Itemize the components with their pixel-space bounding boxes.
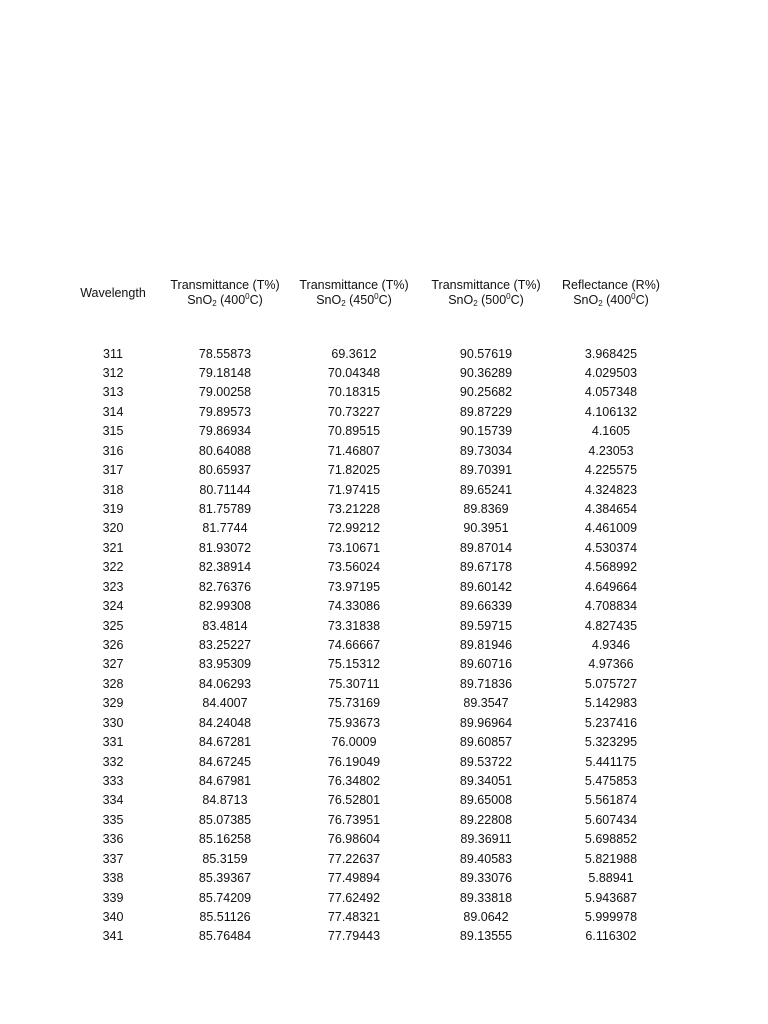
header-wavelength — [63, 286, 163, 301]
transmittance-450-cell: 70.04348 — [327, 365, 381, 380]
transmittance-500-cell: 89.87229 — [459, 404, 513, 419]
transmittance-500-cell: 89.96964 — [459, 715, 513, 730]
transmittance-500-cell: 89.53722 — [459, 754, 513, 769]
transmittance-400-cell: 84.67281 — [198, 735, 252, 750]
transmittance-400-cell: 84.67981 — [198, 773, 252, 788]
table-row — [0, 345, 768, 364]
wavelength-cell: 320 — [102, 521, 124, 536]
header-superscript: 0 — [374, 292, 379, 301]
transmittance-400-cell: 84.8713 — [202, 793, 248, 808]
transmittance-500-cell: 89.87014 — [459, 540, 513, 555]
header-temp: (500 — [477, 293, 507, 307]
wavelength-cell: 312 — [102, 365, 124, 380]
reflectance-400-cell: 5.821988 — [584, 851, 638, 866]
reflectance-400-cell: 4.225575 — [584, 463, 638, 478]
table-row — [0, 558, 768, 577]
reflectance-400-cell: 4.106132 — [584, 404, 638, 419]
transmittance-500-cell: 90.3951 — [463, 521, 509, 536]
header-line1: Reflectance (R%) — [562, 278, 660, 292]
transmittance-500-cell: 89.33818 — [459, 890, 513, 905]
table-row — [0, 422, 768, 441]
header-unit: C) — [510, 293, 524, 307]
reflectance-400-cell: 5.142983 — [584, 696, 638, 711]
transmittance-450-cell: 70.18315 — [327, 385, 381, 400]
transmittance-450-cell: 75.93673 — [327, 715, 381, 730]
table-row — [0, 694, 768, 713]
header-temp: (400 — [216, 293, 246, 307]
header-line1: Transmittance (T%) — [299, 278, 409, 292]
transmittance-450-cell: 74.66667 — [327, 637, 381, 652]
table-row — [0, 383, 768, 402]
header-unit: C) — [378, 293, 392, 307]
table-row — [0, 811, 768, 830]
transmittance-500-cell: 89.67178 — [459, 560, 513, 575]
table-row — [0, 772, 768, 791]
header-line2 — [294, 293, 414, 308]
table-row — [0, 461, 768, 480]
transmittance-500-cell: 90.57619 — [459, 346, 513, 361]
transmittance-500-cell: 89.65008 — [459, 793, 513, 808]
transmittance-450-cell: 70.73227 — [327, 404, 381, 419]
transmittance-400-cell: 79.00258 — [198, 385, 252, 400]
transmittance-450-cell: 75.30711 — [328, 676, 380, 691]
reflectance-400-cell: 5.441175 — [585, 754, 637, 769]
transmittance-500-cell: 89.81946 — [459, 637, 513, 652]
transmittance-500-cell: 89.0642 — [463, 909, 509, 924]
table-row — [0, 791, 768, 810]
reflectance-400-cell: 4.324823 — [584, 482, 638, 497]
transmittance-450-cell: 73.31838 — [327, 618, 381, 633]
header-subscript: 2 — [473, 299, 478, 308]
transmittance-450-cell: 70.89515 — [327, 424, 381, 439]
table-row — [0, 481, 768, 500]
wavelength-cell: 326 — [102, 637, 124, 652]
transmittance-400-cell: 85.51126 — [199, 909, 251, 924]
header-superscript: 0 — [506, 292, 511, 301]
transmittance-400-cell: 82.99308 — [198, 599, 252, 614]
transmittance-450-cell: 76.34802 — [327, 773, 381, 788]
transmittance-500-cell: 89.40583 — [459, 851, 513, 866]
transmittance-400-cell: 85.16258 — [198, 832, 252, 847]
transmittance-500-cell: 90.15739 — [459, 424, 513, 439]
table-row — [0, 889, 768, 908]
reflectance-400-cell: 3.968425 — [584, 346, 638, 361]
transmittance-500-cell: 89.3547 — [463, 696, 509, 711]
header-superscript: 0 — [245, 292, 250, 301]
reflectance-400-cell: 4.384654 — [584, 501, 638, 516]
wavelength-cell: 315 — [102, 424, 124, 439]
wavelength-cell: 313 — [102, 385, 124, 400]
transmittance-450-cell: 73.56024 — [327, 560, 381, 575]
transmittance-400-cell: 84.24048 — [198, 715, 252, 730]
transmittance-450-cell: 76.73951 — [327, 812, 381, 827]
transmittance-400-cell: 83.95309 — [198, 657, 252, 672]
wavelength-cell: 319 — [102, 501, 124, 516]
wavelength-cell: 339 — [102, 890, 124, 905]
transmittance-450-cell: 71.46807 — [327, 443, 381, 458]
transmittance-450-cell: 71.97415 — [327, 482, 381, 497]
transmittance-400-cell: 83.25227 — [198, 637, 252, 652]
reflectance-400-cell: 4.649664 — [584, 579, 638, 594]
transmittance-400-cell: 79.89573 — [198, 404, 252, 419]
transmittance-400-cell: 80.65937 — [198, 463, 252, 478]
table-row — [0, 442, 768, 461]
reflectance-400-cell: 4.568992 — [584, 560, 638, 575]
transmittance-450-cell: 69.3612 — [331, 346, 377, 361]
table-row — [0, 519, 768, 538]
header-line1: Transmittance (T%) — [170, 278, 280, 292]
reflectance-400-cell: 4.530374 — [584, 540, 638, 555]
table-row — [0, 364, 768, 383]
reflectance-400-cell: 5.88941 — [588, 871, 634, 886]
reflectance-400-cell: 5.323295 — [584, 735, 638, 750]
header-formula: SnO — [316, 293, 342, 307]
transmittance-400-cell: 81.93072 — [198, 540, 252, 555]
table-row — [0, 733, 768, 752]
transmittance-400-cell: 81.7744 — [202, 521, 248, 536]
table-row — [0, 636, 768, 655]
transmittance-500-cell: 89.60142 — [459, 579, 513, 594]
header-temp: (450 — [345, 293, 375, 307]
header-reflectance-400 — [551, 278, 671, 308]
transmittance-450-cell: 77.79443 — [327, 929, 381, 944]
transmittance-400-cell: 80.64088 — [198, 443, 252, 458]
reflectance-400-cell: 5.607434 — [584, 812, 638, 827]
table-row — [0, 714, 768, 733]
transmittance-500-cell: 89.66339 — [459, 599, 513, 614]
transmittance-450-cell: 76.19049 — [327, 754, 381, 769]
header-formula: SnO — [187, 293, 213, 307]
header-wavelength-label: Wavelength — [80, 286, 146, 300]
transmittance-450-cell: 76.52801 — [327, 793, 381, 808]
reflectance-400-cell: 6.116302 — [585, 929, 637, 944]
transmittance-500-cell: 89.71836 — [459, 676, 513, 691]
transmittance-450-cell: 72.99212 — [327, 521, 381, 536]
wavelength-cell: 329 — [102, 696, 124, 711]
header-line2 — [165, 293, 285, 308]
reflectance-400-cell: 5.943687 — [584, 890, 638, 905]
table-row — [0, 927, 768, 946]
wavelength-cell: 337 — [102, 851, 124, 866]
header-unit: C) — [635, 293, 649, 307]
table-row — [0, 597, 768, 616]
wavelength-cell: 324 — [102, 599, 124, 614]
transmittance-500-cell: 89.70391 — [459, 463, 513, 478]
transmittance-500-cell: 89.60857 — [459, 735, 513, 750]
table-row — [0, 655, 768, 674]
header-transmittance-500 — [426, 278, 546, 308]
reflectance-400-cell: 4.057348 — [584, 385, 638, 400]
transmittance-500-cell: 90.25682 — [459, 385, 513, 400]
reflectance-400-cell: 5.237416 — [584, 715, 638, 730]
reflectance-400-cell: 4.23053 — [588, 443, 634, 458]
transmittance-500-cell: 89.36911 — [460, 832, 512, 847]
transmittance-450-cell: 73.97195 — [327, 579, 381, 594]
transmittance-450-cell: 75.15312 — [327, 657, 381, 672]
reflectance-400-cell: 5.561874 — [584, 793, 638, 808]
transmittance-400-cell: 85.07385 — [198, 812, 252, 827]
transmittance-500-cell: 89.73034 — [459, 443, 513, 458]
reflectance-400-cell: 4.827435 — [584, 618, 638, 633]
transmittance-400-cell: 85.3159 — [202, 851, 248, 866]
wavelength-cell: 335 — [102, 812, 124, 827]
transmittance-450-cell: 71.82025 — [327, 463, 381, 478]
wavelength-cell: 333 — [102, 773, 124, 788]
header-transmittance-400 — [165, 278, 285, 308]
transmittance-500-cell: 90.36289 — [459, 365, 513, 380]
transmittance-500-cell: 89.33076 — [459, 871, 513, 886]
transmittance-450-cell: 73.10671 — [327, 540, 381, 555]
table-row — [0, 753, 768, 772]
header-unit: C) — [249, 293, 263, 307]
wavelength-cell: 318 — [102, 482, 124, 497]
wavelength-cell: 334 — [102, 793, 124, 808]
table-row — [0, 850, 768, 869]
header-subscript: 2 — [598, 299, 603, 308]
table-row — [0, 500, 768, 519]
wavelength-cell: 340 — [102, 909, 124, 924]
header-superscript: 0 — [631, 292, 636, 301]
transmittance-450-cell: 77.48321 — [327, 909, 381, 924]
transmittance-500-cell: 89.13555 — [459, 929, 513, 944]
transmittance-400-cell: 79.18148 — [198, 365, 252, 380]
wavelength-cell: 316 — [102, 443, 124, 458]
transmittance-450-cell: 73.21228 — [327, 501, 381, 516]
wavelength-cell: 332 — [102, 754, 124, 769]
reflectance-400-cell: 4.97366 — [588, 657, 634, 672]
transmittance-400-cell: 84.4007 — [202, 696, 248, 711]
wavelength-cell: 311 — [103, 346, 123, 361]
table-row — [0, 830, 768, 849]
transmittance-450-cell: 75.73169 — [327, 696, 381, 711]
wavelength-cell: 341 — [102, 929, 124, 944]
wavelength-cell: 323 — [102, 579, 124, 594]
transmittance-400-cell: 79.86934 — [198, 424, 252, 439]
wavelength-cell: 328 — [102, 676, 124, 691]
table-row — [0, 908, 768, 927]
table-row — [0, 869, 768, 888]
table-row — [0, 403, 768, 422]
header-transmittance-450 — [294, 278, 414, 308]
reflectance-400-cell: 4.708834 — [584, 599, 638, 614]
transmittance-400-cell: 78.55873 — [198, 346, 252, 361]
transmittance-500-cell: 89.34051 — [459, 773, 513, 788]
transmittance-400-cell: 84.67245 — [198, 754, 252, 769]
reflectance-400-cell: 4.029503 — [584, 365, 638, 380]
transmittance-400-cell: 82.76376 — [198, 579, 252, 594]
transmittance-450-cell: 76.0009 — [331, 735, 377, 750]
transmittance-450-cell: 74.33086 — [327, 599, 381, 614]
reflectance-400-cell: 5.999978 — [584, 909, 638, 924]
wavelength-cell: 327 — [102, 657, 124, 672]
transmittance-450-cell: 77.22637 — [327, 851, 381, 866]
reflectance-400-cell: 4.9346 — [591, 637, 631, 652]
wavelength-cell: 325 — [102, 618, 124, 633]
wavelength-cell: 338 — [102, 871, 124, 886]
wavelength-cell: 330 — [102, 715, 124, 730]
transmittance-400-cell: 81.75789 — [198, 501, 252, 516]
header-line2 — [551, 293, 671, 308]
transmittance-450-cell: 77.62492 — [327, 890, 381, 905]
wavelength-cell: 322 — [102, 560, 124, 575]
reflectance-400-cell: 5.075727 — [584, 676, 638, 691]
header-formula: SnO — [448, 293, 474, 307]
reflectance-400-cell: 4.461009 — [584, 521, 638, 536]
header-formula: SnO — [573, 293, 599, 307]
header-subscript: 2 — [212, 299, 217, 308]
transmittance-400-cell: 85.74209 — [198, 890, 252, 905]
header-line1: Transmittance (T%) — [431, 278, 541, 292]
transmittance-500-cell: 89.22808 — [459, 812, 513, 827]
header-temp: (400 — [602, 293, 632, 307]
transmittance-400-cell: 85.39367 — [198, 871, 252, 886]
transmittance-500-cell: 89.59715 — [459, 618, 513, 633]
wavelength-cell: 336 — [102, 832, 124, 847]
table-row — [0, 675, 768, 694]
wavelength-cell: 321 — [102, 540, 124, 555]
wavelength-cell: 331 — [102, 735, 124, 750]
transmittance-450-cell: 76.98604 — [327, 832, 381, 847]
table-row — [0, 578, 768, 597]
header-subscript: 2 — [341, 299, 346, 308]
transmittance-400-cell: 84.06293 — [198, 676, 252, 691]
transmittance-400-cell: 80.71144 — [199, 482, 251, 497]
transmittance-500-cell: 89.8369 — [463, 501, 509, 516]
transmittance-500-cell: 89.65241 — [459, 482, 513, 497]
wavelength-cell: 317 — [102, 463, 124, 478]
transmittance-400-cell: 83.4814 — [202, 618, 248, 633]
wavelength-cell: 314 — [102, 404, 124, 419]
header-line2 — [426, 293, 546, 308]
transmittance-400-cell: 82.38914 — [198, 560, 252, 575]
transmittance-400-cell: 85.76484 — [198, 929, 252, 944]
reflectance-400-cell: 5.698852 — [584, 832, 638, 847]
reflectance-400-cell: 5.475853 — [584, 773, 638, 788]
table-row — [0, 539, 768, 558]
reflectance-400-cell: 4.1605 — [591, 424, 631, 439]
transmittance-500-cell: 89.60716 — [459, 657, 513, 672]
transmittance-450-cell: 77.49894 — [327, 871, 381, 886]
table-row — [0, 617, 768, 636]
